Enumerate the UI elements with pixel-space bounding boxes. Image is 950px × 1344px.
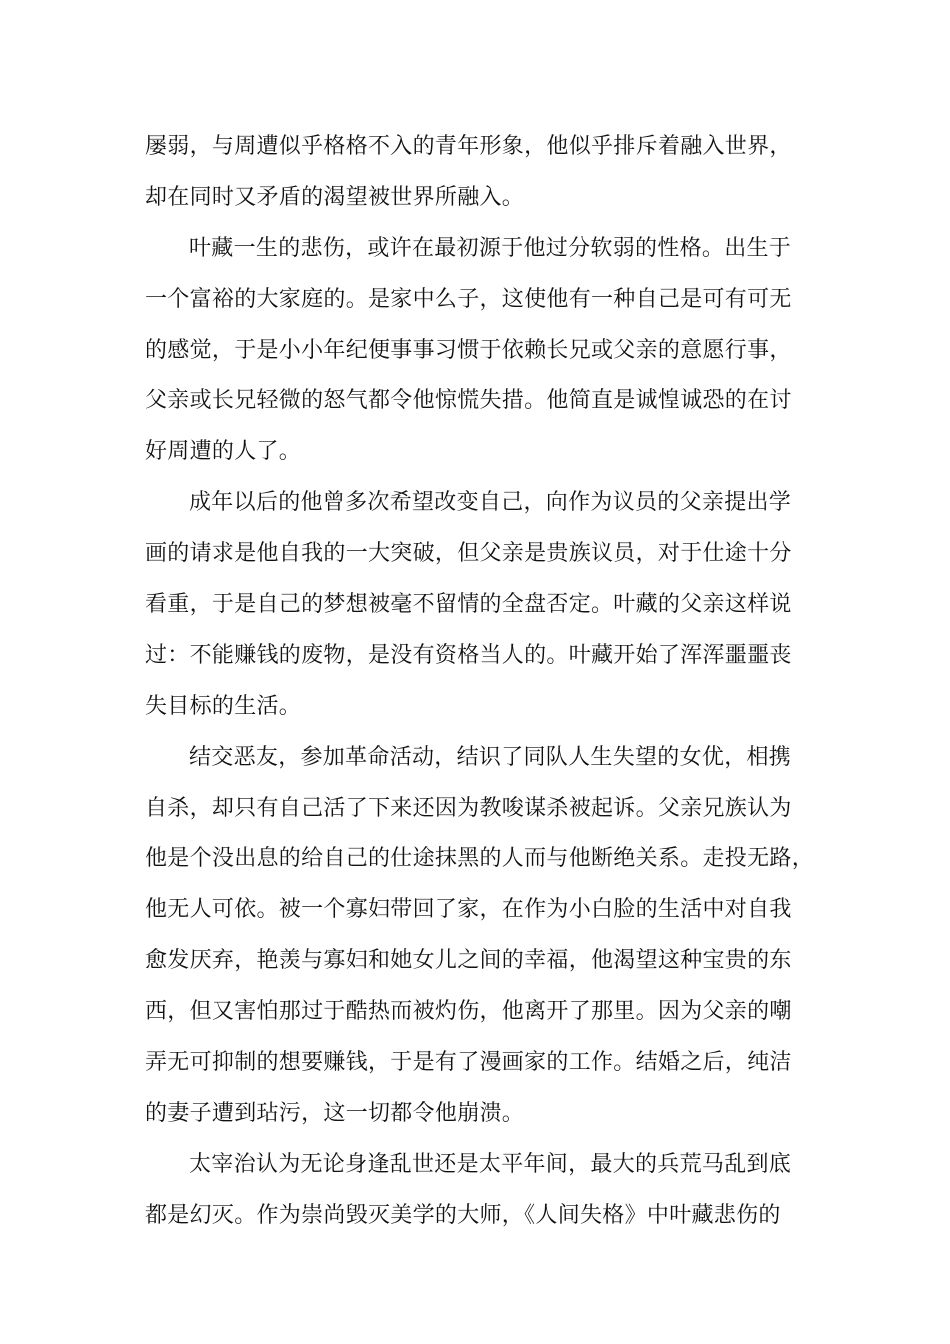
text-line: 他无人可依。被一个寡妇带回了家，在作为小白脸的生活中对自我 <box>145 897 792 923</box>
text-line: 结交恶友，参加革命活动，结识了同队人生失望的女优，相携 <box>189 744 792 770</box>
text-line: 过：不能赚钱的废物，是没有资格当人的。叶藏开始了浑浑噩噩丧 <box>145 642 792 668</box>
text-line: 的感觉，于是小小年纪便事事习惯于依赖长兄或父亲的意愿行事， <box>145 337 792 363</box>
text-line: 太宰治认为无论身逢乱世还是太平年间，最大的兵荒马乱到底 <box>189 1151 792 1177</box>
text-line: 好周遭的人了。 <box>145 439 302 465</box>
paragraph <box>145 129 810 231</box>
text-line: 弄无可抑制的想要赚钱，于是有了漫画家的工作。结婚之后，纯洁 <box>145 1050 792 1076</box>
text-line: 愈发厌弃，艳羡与寡妇和她女儿之间的幸福，他渴望这种宝贵的东 <box>145 948 792 974</box>
text-line: 却在同时又矛盾的渴望被世界所融入。 <box>145 184 525 210</box>
text-line: 成年以后的他曾多次希望改变自己，向作为议员的父亲提出学 <box>189 490 792 516</box>
text-line: 自杀，却只有自己活了下来还因为教唆谋杀被起诉。父亲兄族认为 <box>145 795 792 821</box>
paragraph <box>145 485 810 739</box>
document-body <box>145 129 815 1249</box>
text-line: 西，但又害怕那过于酷热而被灼伤，他离开了那里。因为父亲的嘲 <box>145 999 792 1025</box>
text-line: 都是幻灭。作为崇尚毁灭美学的大师，《人间失格》中叶藏悲伤的 <box>145 1202 781 1228</box>
paragraph <box>145 231 810 485</box>
text-line: 父亲或长兄轻微的怒气都令他惊慌失措。他简直是诚惶诚恐的在讨 <box>145 388 792 414</box>
text-line: 画的请求是他自我的一大突破，但父亲是贵族议员，对于仕途十分 <box>145 541 792 567</box>
paragraph <box>145 1147 810 1249</box>
text-line: 失目标的生活。 <box>145 693 302 719</box>
text-line: 叶藏一生的悲伤，或许在最初源于他过分软弱的性格。出生于 <box>189 235 792 261</box>
text-line: 一个富裕的大家庭的。是家中么子，这使他有一种自己是可有可无 <box>145 286 792 312</box>
text-line: 屡弱，与周遭似乎格格不入的青年形象，他似乎排斥着融入世界， <box>145 134 792 159</box>
text-line: 的妻子遭到玷污，这一切都令他崩溃。 <box>145 1100 525 1126</box>
text-line: 看重，于是自己的梦想被毫不留情的全盘否定。叶藏的父亲这样说 <box>145 592 792 618</box>
paragraph <box>145 740 815 1147</box>
text-line: 他是个没出息的给自己的仕途抹黑的人而与他断绝关系。走投无路， <box>145 846 815 872</box>
